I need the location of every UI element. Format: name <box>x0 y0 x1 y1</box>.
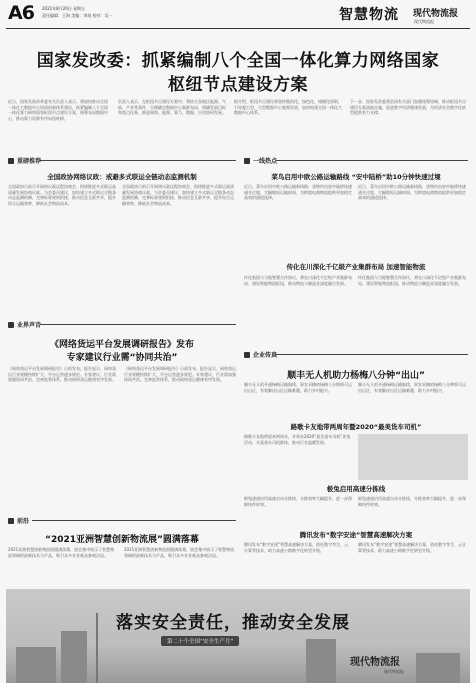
article-title: 路歌卡友地带两周年暨2020“最美货车司机” <box>290 423 422 431</box>
banner-slogan: 落实安全责任，推动安全发展 <box>116 613 350 633</box>
editor-credits: 责任编辑：王海 美编：李琦 校对：吴一 <box>42 13 113 18</box>
article-body: 近日，菜鸟启用中欧公路运输新线路，货物经由安中陆桥快速通关过境，大幅缩短运输时间，为跨境电商物流提供更加稳定高效的通道选择。 <box>358 184 466 200</box>
section-rule <box>32 520 236 521</box>
article-body: 顺丰无人机开通杨梅运输航线，果农采摘的杨梅八分钟即可运出山区，有效解决山区运输难题，助力乡村振兴。 <box>244 382 352 393</box>
article-title: 《网络货运平台发展调研报告》发布 <box>49 340 194 350</box>
article-body: 传化集团与当地签署合作协议，将在川深化千亿级产业集群布局，建设智能物流枢纽，推动物流与制造业深度融合发展。 <box>244 275 352 286</box>
banner-subslogan: 第二十个全国“安全生产月” <box>161 636 239 646</box>
article-title: 全国政协网络议政：戒避多式联运全链动态监测机制 <box>47 173 197 181</box>
tag-marker-icon <box>8 518 14 524</box>
crane-silhouette <box>96 613 98 683</box>
tag-marker-icon <box>244 352 250 358</box>
section-tag-featured: 重磅推荐 <box>8 156 41 165</box>
article-body: 《网络货运平台发展调研报告》日前发布。报告显示，网络货运行业规模持续扩大，平台运营逐步规范。专家建议，行业需加强协同共治，完善监管体系，推动网络货运健康有序发展。 <box>124 366 236 382</box>
section-rule <box>40 160 236 161</box>
tag-marker-icon <box>244 158 250 164</box>
banner-credit: 现代物流报 <box>384 669 404 674</box>
article-title: 传化在川深化千亿级产业集群布局 加速智能物流 <box>286 263 426 271</box>
section-rule <box>40 324 236 325</box>
article-body: 全国政协日前召开网络议政远程协商会，围绕推进多式联运高质量发展协商议政。与会委员建议，加快建立多式联运全链条动态监测机制，完善标准规则衔接，推动信息互联共享，提升综合运输效率，降低社会物流成本。 <box>122 184 234 206</box>
article-title: 顺丰无人机助力杨梅八分钟“出山” <box>287 371 425 381</box>
article-body: 2021亚洲智慧创新物流展圆满落幕，展会集中展示了智慧物流领域的最新技术与产品，吸引众多专业观众参观洽谈。 <box>8 547 115 558</box>
article-body: 传化集团与当地签署合作协议，将在川深化千亿级产业集群布局，建设智能物流枢纽，推动物流与制造业深度融合发展。 <box>358 275 466 286</box>
building-silhouette <box>306 639 336 683</box>
article-body: 《网络货运平台发展调研报告》日前发布。报告显示，网络货运行业规模持续扩大，平台运营逐步规范。专家建议，行业需加强协同共治，完善监管体系，推动网络货运健康有序发展。 <box>8 366 116 382</box>
section-tag-frontier: 前沿 <box>8 516 29 525</box>
building-silhouette <box>416 653 460 683</box>
lead-column-1: 近日，国家发展改革委有关负责人表示，将加快推动全国一体化大数据中心协同创新体系建设，抓紧编制八个全国一体化算力网络国家枢纽节点建设方案，统筹布局数据中心，推动算力资源有序向西转移。 <box>8 99 108 121</box>
tag-marker-icon <box>8 322 14 328</box>
article-subtitle: 专家建议行业需“协同共治” <box>66 353 178 363</box>
article-body: 2021亚洲智慧创新物流展圆满落幕，展会集中展示了智慧物流领域的最新技术与产品，吸引众多专业观众参观洽谈。 <box>124 547 235 558</box>
article-body: 全国政协日前召开网络议政远程协商会，围绕推进多式联运高质量发展协商议政。与会委员建议，加快建立多式联运全链条动态监测机制，完善标准规则衔接，推动信息互联共享，提升综合运输效率，降低社会物流成本。 <box>8 184 116 206</box>
section-rule <box>276 354 468 355</box>
banner-logo: 现代物流报 <box>350 657 400 668</box>
article-body: 顺丰无人机开通杨梅运输航线，果农采摘的杨梅八分钟即可运出山区，有效解决山区运输难题，助力乡村振兴。 <box>358 382 466 393</box>
lead-headline-line1: 国家发改委：抓紧编制八个全国一体化算力网络国家 <box>36 51 440 71</box>
safety-banner <box>6 589 470 683</box>
lead-headline-line2: 枢纽节点建设方案 <box>168 75 308 95</box>
article-title: “2021亚洲智慧创新物流展”圆满落幕 <box>45 535 199 545</box>
section-tag-voices: 业界声音 <box>8 320 41 329</box>
article-body: 路歌卡友地带迎来两周年，并举办2020“最美货车司机”评选活动，关爱货车司机群体，推动行业温暖发展。 <box>244 434 351 445</box>
paper-logo: 现代物流报 <box>413 9 459 19</box>
article-body: 近日，菜鸟启用中欧公路运输新线路，货物经由安中陆桥快速通关过境，大幅缩短运输时间，为跨境电商物流提供更加稳定高效的通道选择。 <box>244 184 352 200</box>
masthead-rule <box>6 28 470 29</box>
section-tag-enterprise: 企业传真 <box>244 350 277 359</box>
page-number: A6 <box>8 2 34 24</box>
section-title: 智慧物流 <box>339 7 399 23</box>
lead-column-2: 负责人表示，在枢纽节点建设方案中，将结合各地区能源、气候、产业等条件，合理确定数据中心集群布局，明确发展目标和重点任务，推进网络、能源、算力、数据、应用协同发展。 <box>118 99 226 115</box>
article-body: 腾讯发布“数字安途”智慧高速解决方案，依托数字孪生、云计算等技术，助力高速公路数字化转型升级。 <box>358 542 467 553</box>
paper-name-small: 现代物流报 <box>414 19 434 24</box>
tag-marker-icon <box>8 158 14 164</box>
building-silhouette <box>61 631 87 683</box>
article-photo <box>358 434 468 480</box>
section-tag-hot: 一线热点 <box>244 156 277 165</box>
masthead <box>0 0 476 28</box>
issue-date: 2021年8月20日 星期五 <box>42 6 86 11</box>
section-rule <box>276 160 468 161</box>
lead-column-4: 下一步，国家发改委将会同有关部门加强统筹协调，推动枢纽节点建设方案落地实施，促进数字经济健康发展，为经济社会数字化转型提供有力支撑。 <box>350 99 466 115</box>
lead-column-3: 据介绍，枢纽节点建设将坚持集约化、绿色化、规模化原则，引导超大型、大型数据中心集聚发展，加快构建全国一体化大数据中心体系。 <box>234 99 342 115</box>
article-body: 极兔速递启用高速自动分拣线，分拣效率大幅提升，进一步保障快件时效。 <box>358 496 466 507</box>
article-title: 极兔启用高速分拣线 <box>326 485 386 493</box>
article-body: 腾讯发布“数字安途”智慧高速解决方案，依托数字孪生、云计算等技术，助力高速公路数字化转型升级。 <box>244 542 349 553</box>
article-title: 腾讯发布“数字安途”智慧高速解决方案 <box>299 531 413 539</box>
article-body: 极兔速递启用高速自动分拣线，分拣效率大幅提升，进一步保障快件时效。 <box>244 496 352 507</box>
article-title: 菜鸟启用中欧公路运输路线 “安中陆桥”助10分钟快速过境 <box>271 173 441 181</box>
building-silhouette <box>16 647 56 683</box>
